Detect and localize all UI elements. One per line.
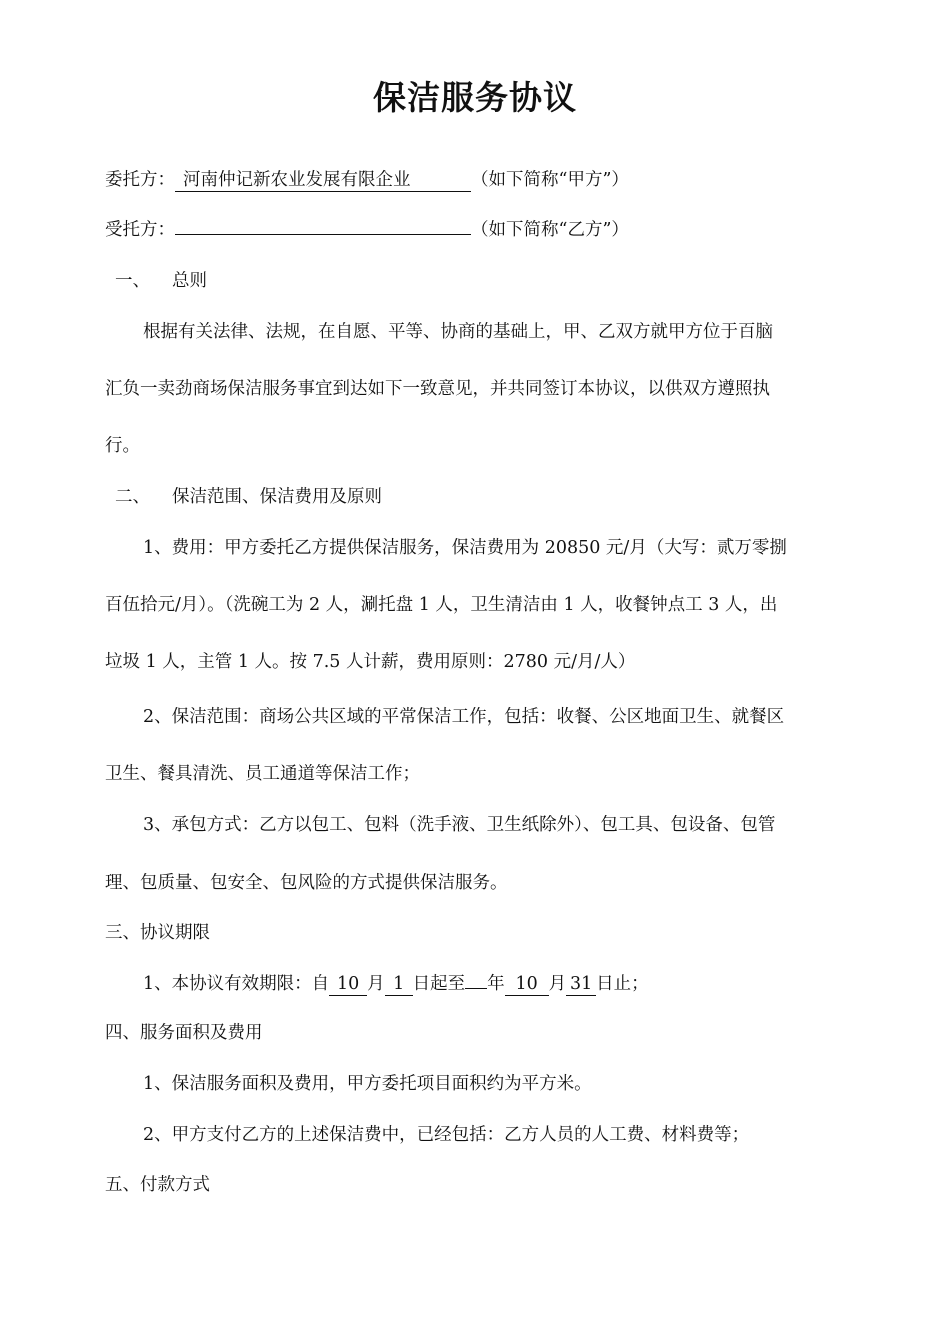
client-name: 河南仲记新农业发展有限企业 [183,170,411,190]
section-2-heading [115,485,382,509]
start-month-field: 10 [329,973,367,996]
month-label-2: 月 [548,974,567,994]
document-title: 保洁服务协议 [373,78,577,117]
contractor-note: （如下简称“乙方”） [471,220,629,240]
section-2-item-2-line-2: 卫生、餐具清洗、员工通道等保洁工作； [105,764,420,784]
section-2-item-1-line-1: 1、费用：甲方委托乙方提供保洁服务，保洁费用为 20850 元/月（大写：贰万零捌 [143,538,787,558]
end-day-field: 31 [566,973,596,996]
client-label: 委托方： [105,170,175,190]
section-2-number: 二、 [115,487,150,507]
start-day-field: 1 [385,973,413,996]
section-4-item-1: 1、保洁服务面积及费用，甲方委托项目面积约为平方米。 [143,1074,592,1094]
month-label-1: 月 [367,974,385,994]
section-2-item-3-line-1: 3、承包方式：乙方以包工、包料（洗手液、卫生纸除外）、包工具、包设备、包管 [143,815,776,835]
end-day-label: 日止； [596,974,649,994]
client-line [105,168,629,192]
section-4-heading: 四、服务面积及费用 [105,1023,263,1043]
year-label: 年 [487,974,505,994]
client-note: （如下简称“甲方”） [471,170,629,190]
section-1-para-line-2: 汇负一卖劲商场保洁服务事宜到达如下一致意见，并共同签订本协议，以供双方遵照执 [105,379,770,399]
from-to-label: 日起至 [412,974,466,994]
section-2-item-2-line-1: 2、保洁范围：商场公共区域的平常保洁工作，包括：收餐、公区地面卫生、就餐区 [143,707,785,727]
end-month-field: 10 [505,973,549,996]
term-prefix: 1、本协议有效期限：自 [143,974,330,994]
end-year-field [465,988,487,989]
section-1-number: 一、 [115,271,150,291]
section-3-item-1 [143,972,649,996]
section-4-item-2: 2、甲方支付乙方的上述保洁费中，已经包括：乙方人员的人工费、材料费等； [143,1125,750,1145]
section-3-heading: 三、协议期限 [105,923,210,943]
section-2-item-3-line-2: 理、包质量、包安全、包风险的方式提供保洁服务。 [105,873,508,893]
section-2-item-1-line-2: 百伍拾元/月）。（洗碗工为 2 人，涮托盘 1 人，卫生清洁由 1 人，收餐钟点工 3 人，出 [105,595,778,615]
section-5-heading: 五、付款方式 [105,1175,210,1195]
contractor-line [105,218,629,242]
section-1-heading [115,269,207,293]
client-field [175,169,471,192]
section-1-para-line-3: 行。 [105,436,140,456]
section-1-title: 总则 [172,271,207,291]
contractor-label: 受托方： [105,220,175,240]
section-1-para-line-1: 根据有关法律、法规，在自愿、平等、协商的基础上，甲、乙双方就甲方位于百脑 [143,322,773,342]
contractor-field [175,234,471,235]
section-2-item-1-line-3: 垃圾 1 人，主管 1 人。按 7.5 人计薪，费用原则：2780 元/月/人） [105,652,636,672]
section-2-title: 保洁范围、保洁费用及原则 [172,487,382,507]
